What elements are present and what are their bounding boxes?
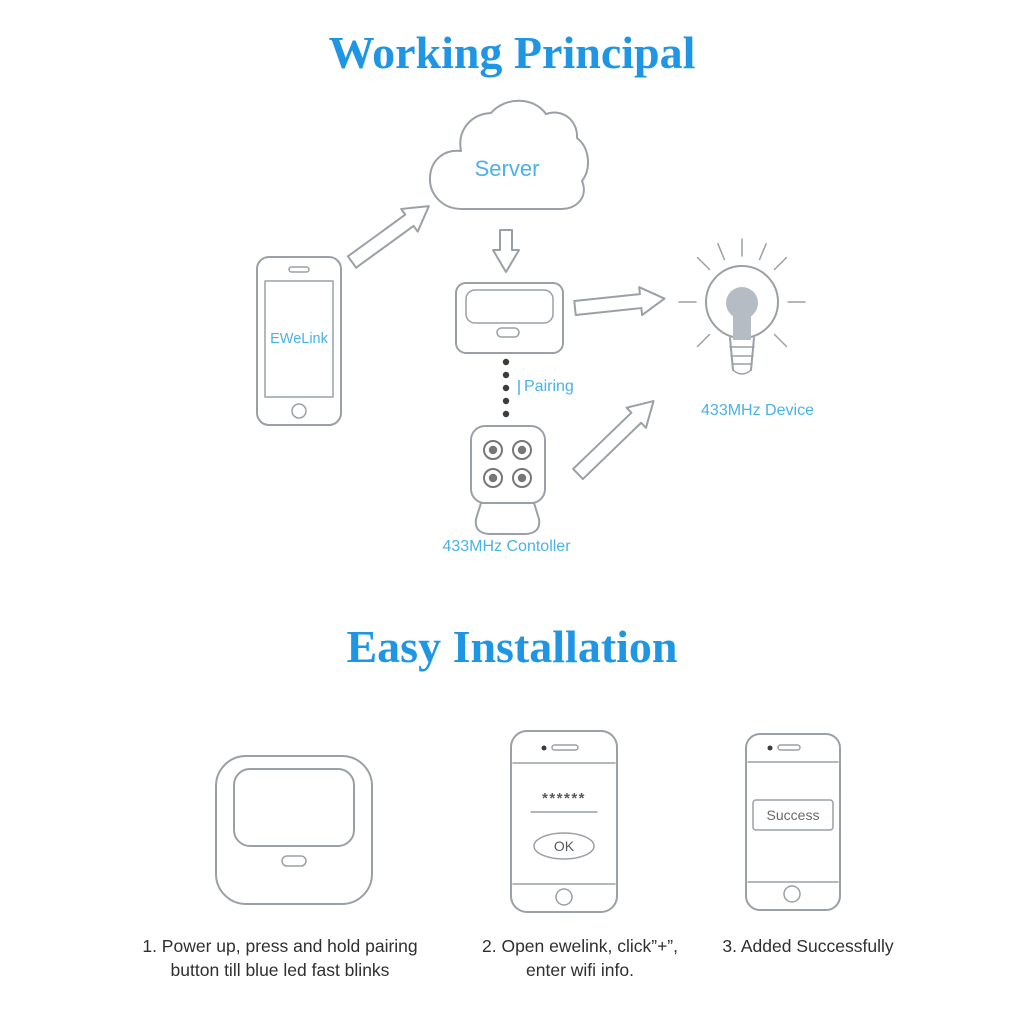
pairing-dotted-line — [503, 359, 519, 417]
step2-caption-line2: enter wifi info. — [526, 960, 634, 981]
step3-caption — [698, 934, 918, 958]
cloud-server-icon — [430, 101, 588, 209]
easy-installation-title: Easy Installation — [346, 621, 678, 672]
433mhz-device-label: 433MHz Device — [701, 402, 814, 419]
working-principal-title: Working Principal — [328, 27, 696, 78]
step2-caption — [455, 934, 705, 982]
success-label: Success — [766, 807, 820, 823]
server-label: Server — [474, 156, 540, 181]
step1-caption-line1: 1. Power up, press and hold pairing — [142, 936, 418, 956]
ok-button-label: OK — [553, 838, 575, 854]
ewelink-app-label: EWeLink — [270, 331, 328, 347]
cloud-to-hub-arrow-icon — [493, 230, 519, 272]
light-bulb-icon — [679, 239, 805, 374]
pairing-label: Pairing — [524, 378, 574, 395]
step1-hub-icon — [216, 756, 372, 904]
hub-to-bulb-arrow-icon — [574, 285, 666, 322]
step3-caption-line1: 3. Added Successfully — [722, 936, 894, 956]
hub-icon — [456, 283, 563, 353]
step2-caption-line1: 2. Open ewelink, click”+”, — [482, 936, 678, 956]
433mhz-controller-label: 433MHz Contoller — [442, 538, 571, 555]
phone-to-cloud-arrow-icon — [344, 195, 437, 273]
step1-caption — [100, 934, 460, 982]
step1-caption-line2: button till blue led fast blinks — [170, 960, 390, 981]
controller-to-bulb-arrow-icon — [568, 391, 663, 484]
password-stars-text: ****** — [541, 790, 587, 807]
step2-phone-icon — [511, 731, 617, 912]
remote-controller-icon — [471, 426, 545, 534]
